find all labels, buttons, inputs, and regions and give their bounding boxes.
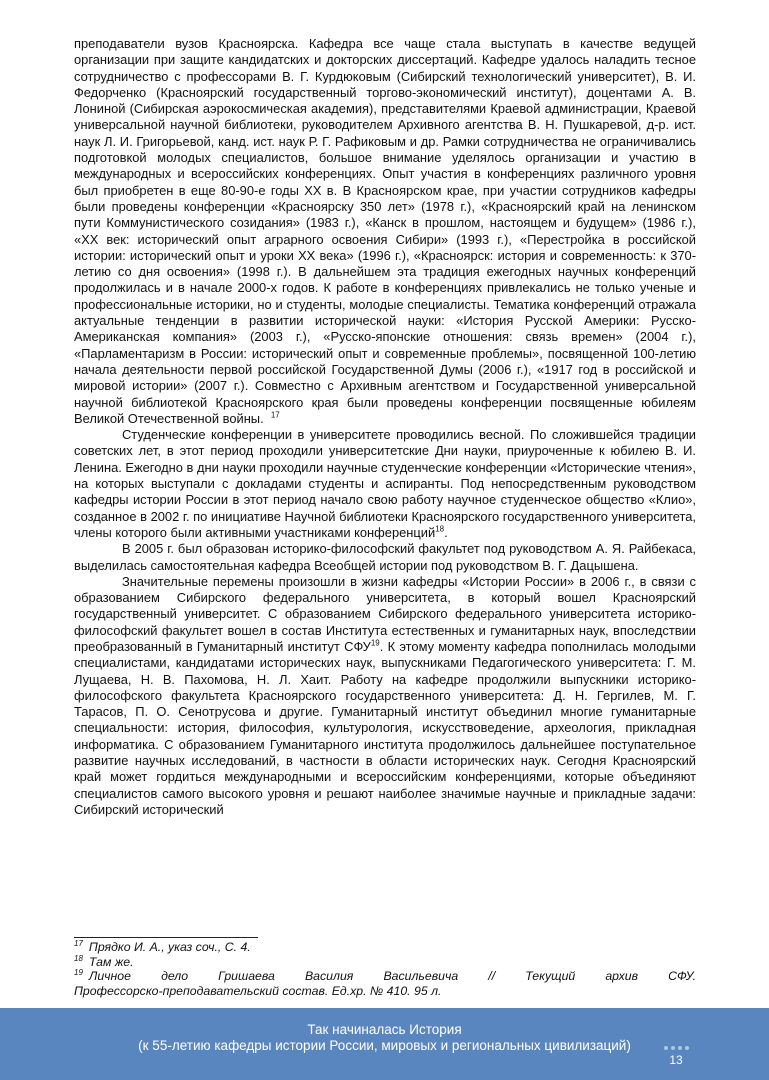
footnote-19-continued — [74, 984, 696, 999]
dots-icon — [664, 1046, 689, 1050]
footnote-ref-19[interactable]: 19 — [370, 638, 380, 648]
footnote-separator — [74, 937, 258, 938]
footnote-ref-18[interactable]: 18 — [435, 524, 445, 534]
footnote-text: Там же. — [88, 954, 134, 969]
footnote-text: Личное дело Гришаева Василия Васильевича // Текущий архив СФУ. — [88, 969, 696, 984]
paragraph-text: Студенческие конференции в университете проводились весной. По сложившейся традиции советских лет, в этот период проходили университетские Дни науки, приуроченные к юбилею В. И. Ленина. Ежегодно в дни науки проходили научные студенческие конференции «Исторические чтения», на которых выступали с докладами студенты и аспиранты. Под непосредственным руководством кафедры истории России в этот период начало свою работу научное студенческое общество «Клио», созданное в 2002 г. по инициативе Научной библиотеки Красноярского государственного университета, члены которого были активными участниками конференций — [74, 427, 696, 540]
paragraph-conferences — [74, 36, 696, 427]
paragraph-text: В 2005 г. был образован историко-философский факультет под руководством А. Я. Райбекаса, выделилась самостоятельная кафедра Всеобщей истории под руководством В. Г. Дацышена. — [74, 541, 696, 573]
page-footer — [0, 1008, 769, 1080]
page-body — [74, 36, 696, 818]
paragraph-text: . К этому моменту кафедра пополнилась молодыми специалистами, кандидатами исторических наук, выпускниками Педагогического университета: Г. М. Лущаева, Н. В. Пахомова, Н. Л. Хаит. Работу на кафедре продолжили выпускники историко-философского факультета Красноярского государственного университета: Д. Н. Гергилев, М. Г. Тарасов, П. О. Сенотрусова и другие. Гуманитарный институт объединил многие гуманитарные специальности: история, философия, культурология, искусствоведение, археология, прикладная информатика. С образованием Гуманитарного института продолжилось дальнейшее поступательное развитие научных исследований, в частности в области исторических наук. Сегодня Красноярский край может гордиться международными и всероссийским конференциями, которые объединяют специалистов самого высокого уровня и решают наиболее значимые научные и прикладные задачи: Сибирский исторический — [74, 638, 697, 817]
footer-title: Так начиналась История — [307, 1022, 462, 1037]
paragraph-text: Значительные перемены произошли в жизни кафедры «Истории России» в 2006 г., в связи с образованием Сибирского федерального университета, в который вошел Красноярский государственный университет. С образованием Сибирского федерального университета историко-философский факультет вошел в состав Института естественных и гуманитарных наук, впоследствии преобразованный в Гуманитарный институт СФУ — [74, 573, 696, 654]
footnote-17 — [74, 940, 696, 955]
footer-subtitle: (к 55-летию кафедры истории России, мировых и региональных цивилизаций) — [138, 1038, 631, 1053]
paragraph-changes-2006 — [74, 574, 696, 818]
footnote-18 — [74, 955, 696, 970]
footnote-ref-17[interactable]: 17 — [270, 410, 280, 420]
footnote-number: 17 — [74, 938, 83, 948]
paragraph-student-conferences: Студенческие конференции в университете проводились весной. По сложившейся традиции советских лет, в этот период проходили университетские Дни науки, приуроченные к юбилею В. И. Ленина. Ежегодно в дни науки проходили научные студенческие конференции «Исторические чтения», на которых выступали с докладами студенты и аспиранты. Под непосредственным руководством кафедры истории России в этот период начало свою работу научное студенческое общество «Клио», созданное в 2002 г. по инициативе Научной библиотеки Красноярского государственного университета, члены которого были активными участниками конференций$^{18}$. — [74, 427, 696, 540]
paragraph-faculty-2005 — [74, 541, 696, 574]
page-number: 13 — [669, 1053, 683, 1067]
footnote-number: 18 — [74, 953, 83, 963]
footnote-text: Прядко И. А., указ соч., С. 4. — [88, 940, 251, 954]
footnote-number: 19 — [74, 968, 83, 978]
footnotes — [74, 940, 696, 998]
footnote-text: Профессорско-преподавательский состав. Ед.хр. № 410. 95 л. — [74, 983, 442, 998]
paragraph-text: преподаватели вузов Красноярска. Кафедра все чаще стала выступать в качестве ведущей организации при защите кандидатских и докторских диссертаций. Кафедре удалось наладить тесное сотрудничество с профессорами В. Г. Курдюковым (Сибирский технологический университет), В. И. Федорченко (Красноярский государственный торгово-экономический институт), доцентами А. В. Лониной (Сибирская аэрокосмическая академия), представителями Краевой администрации, Краевой универсальной научной библиотеки, руководителем Архивного агентства В. Н. Пушкаревой, д-р. ист. наук Л. И. Григорьевой, канд. ист. наук Р. Г. Рафиковым и др. Рамки сотрудничества не ограничивались подготовкой молодых специалистов, большое внимание уделялось организации и участию в международных и всероссийских конференциях. Опыт участия в конференциях различного уровня был приобретен в еще 80-90-е годы XX в. В Красноярском крае, при участии сотрудников кафедры были проведены конференции «Красноярску 350 лет» (1978 г.), «Красноярский край на ленинском пути Коммунистического созидания» (1983 г.), «Канск в прошлом, настоящем и будущем» (1986 г.), «XX век: исторический опыт аграрного освоения Сибири» (1993 г.), «Перестройка в российской истории: исторический опыт и уроки XX века» (1996 г.), «Красноярск: история и современность: к 370-летию со дня освоения» (1998 г.). В дальнейшем эта традиция ежегодных научных конференций продолжилась и в начале 2000-х годов. К работе в конференциях привлекались не только ученые и профессиональные историки, но и студенты, молодые специалисты. Тематика конференций отражала актуальные тенденции в развитии исторической науки: «История Русской Америки: Русско-Американская компания» (2003 г.), «Русско-японские отношения: связь времен» (2004 г.), «Парламентаризм в России: исторический опыт и современные проблемы», посвященной 100-летию начала деятельности первой российской Государственной Думы (2006 г.), «1917 год в российской и мировой истории» (2007 г.). Совместно с Архивным агентством и Государственной универсальной научной библиотекой Красноярского края были проведены конференции посвященные юбилеям Великой Отечественной войны. — [74, 36, 696, 426]
footnote-19 — [74, 969, 696, 984]
